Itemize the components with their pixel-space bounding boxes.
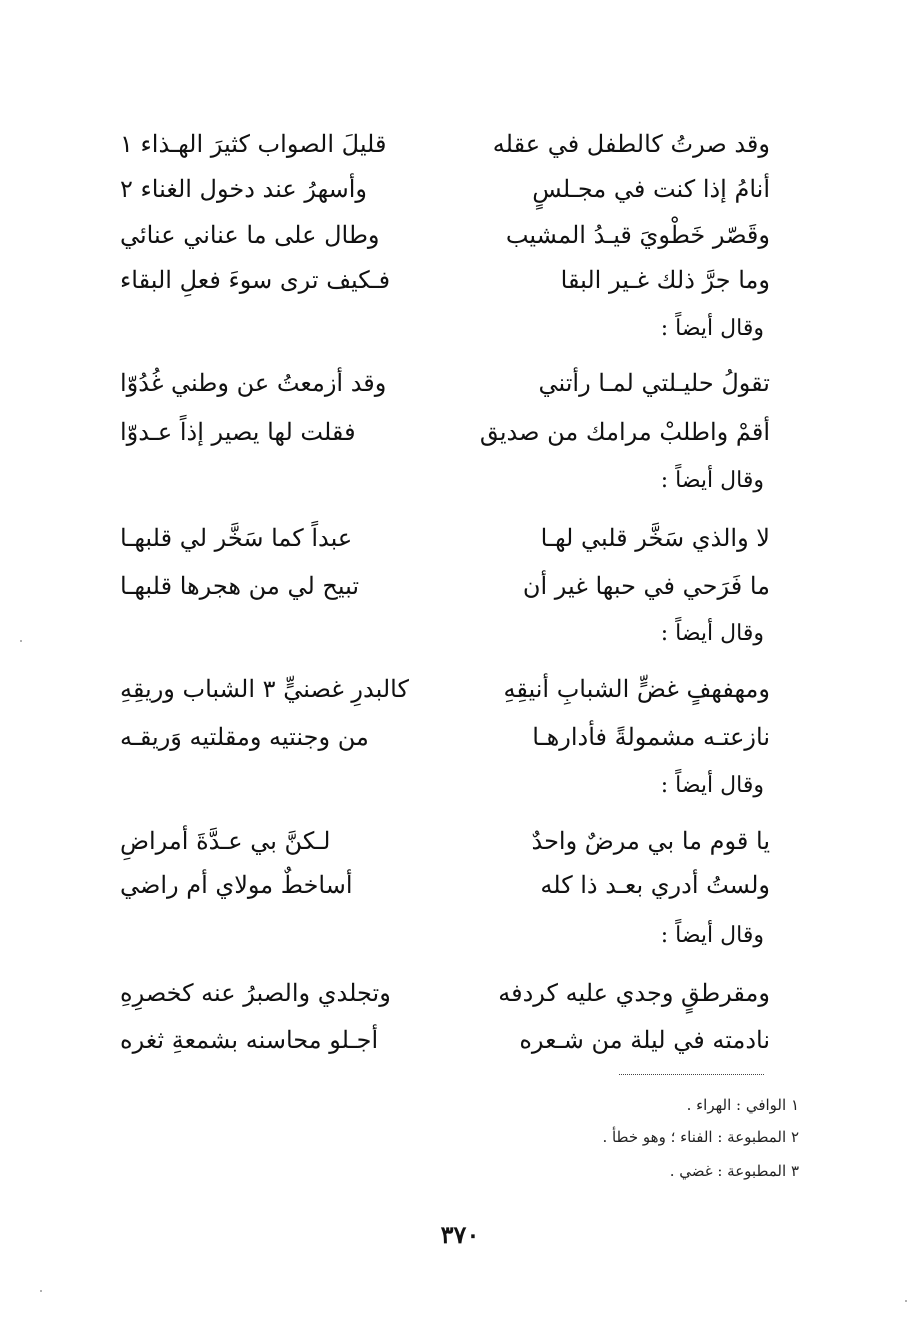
attribution-heading: وقال أيضاً : xyxy=(660,468,764,493)
verse-second-hemistich: كالبدرِ غصنيٍّ ٣ الشباب وريقِهِ xyxy=(120,675,409,703)
verse-line xyxy=(120,360,770,406)
attribution-heading: وقال أيضاً : xyxy=(660,773,764,798)
verse-second-hemistich: وأسهرُ عند دخول الغناء ٢ xyxy=(120,175,367,203)
verse-first-hemistich: أنامُ إذا كنت في مجـلسٍ xyxy=(532,175,770,203)
verse-first-hemistich: أقمْ واطلبْ مرامك من صديق xyxy=(479,418,770,446)
attribution-heading: وقال أيضاً : xyxy=(660,316,764,341)
verse-second-hemistich: أجـلو محاسنه بشمعةِ ثغره xyxy=(120,1026,379,1054)
footnote-divider xyxy=(619,1074,764,1075)
footnote: ١ الوافي : الهراء . xyxy=(686,1096,799,1114)
verse-second-hemistich: تبيح لي من هجرها قلبهـا xyxy=(120,572,360,600)
verse-first-hemistich: لا والذي سَخَّر قلبي لهـا xyxy=(540,524,770,552)
verse-line xyxy=(120,862,770,908)
verse-line xyxy=(120,166,770,212)
scan-speck xyxy=(905,1300,907,1302)
verse-line xyxy=(120,257,770,303)
verse-second-hemistich: فقلت لها يصير إذاً عـدوّا xyxy=(120,418,356,446)
verse-first-hemistich: نازعتـه مشمولةً فأدارهـا xyxy=(532,723,770,751)
verse-second-hemistich: فـكيف ترى سوءَ فعلِ البقاء xyxy=(120,266,391,294)
verse-first-hemistich: ولستُ أدري بعـد ذا كله xyxy=(540,871,770,899)
verse-first-hemistich: يا قوم ما بي مرضٌ واحدٌ xyxy=(531,827,770,855)
verse-second-hemistich: من وجنتيه ومقلتيه وَريقـه xyxy=(120,723,369,751)
verse-line xyxy=(120,1017,770,1063)
verse-first-hemistich: نادمته في ليلة من شـعره xyxy=(519,1026,770,1054)
verse-second-hemistich: وتجلدي والصبرُ عنه كخصرِهِ xyxy=(120,979,391,1007)
attribution-heading: وقال أيضاً : xyxy=(660,621,764,646)
verse-first-hemistich: وقَصّر خَطْويَ قيـدُ المشيب xyxy=(505,221,770,249)
verse-line xyxy=(120,563,770,609)
verse-second-hemistich: وطال على ما عناني عنائي xyxy=(120,221,380,249)
verse-first-hemistich: ما فَرَحي في حبها غير أن xyxy=(522,572,770,600)
footnote: ٢ المطبوعة : الفناء ؛ وهو خطأ . xyxy=(602,1128,799,1146)
verse-line xyxy=(120,212,770,258)
verse-first-hemistich: ومهفهفٍ غضٍّ الشبابِ أنيقِهِ xyxy=(503,675,770,703)
page-number: ٣٧٠ xyxy=(440,1220,480,1249)
verse-second-hemistich: لـكنَّ بي عـدَّةَ أمراضِ xyxy=(120,827,331,855)
verse-second-hemistich: عبداً كما سَخَّر لي قلبهـا xyxy=(120,524,353,552)
verse-first-hemistich: ومقرطقٍ وجدي عليه كردفه xyxy=(498,979,770,1007)
attribution-heading: وقال أيضاً : xyxy=(660,923,764,948)
verse-second-hemistich: أساخطٌ مولاي أم راضي xyxy=(120,871,353,899)
verse-line xyxy=(120,515,770,561)
verse-first-hemistich: وقد صرتُ كالطفل في عقله xyxy=(492,130,770,158)
verse-line xyxy=(120,818,770,864)
verse-first-hemistich: تقولُ حليـلتي لمـا رأتني xyxy=(538,369,770,397)
verse-first-hemistich: وما جرَّ ذلك غـير البقا xyxy=(560,266,770,294)
verse-line xyxy=(120,121,770,167)
verse-second-hemistich: قليلَ الصواب كثيرَ الهـذاء ١ xyxy=(120,130,387,158)
verse-line xyxy=(120,666,770,712)
scan-speck xyxy=(40,1290,42,1292)
footnote: ٣ المطبوعة : غضي . xyxy=(669,1162,799,1180)
verse-line xyxy=(120,714,770,760)
verse-line xyxy=(120,409,770,455)
verse-second-hemistich: وقد أزمعتُ عن وطني غُدُوّا xyxy=(120,369,387,397)
verse-line xyxy=(120,970,770,1016)
scan-speck xyxy=(20,640,22,642)
